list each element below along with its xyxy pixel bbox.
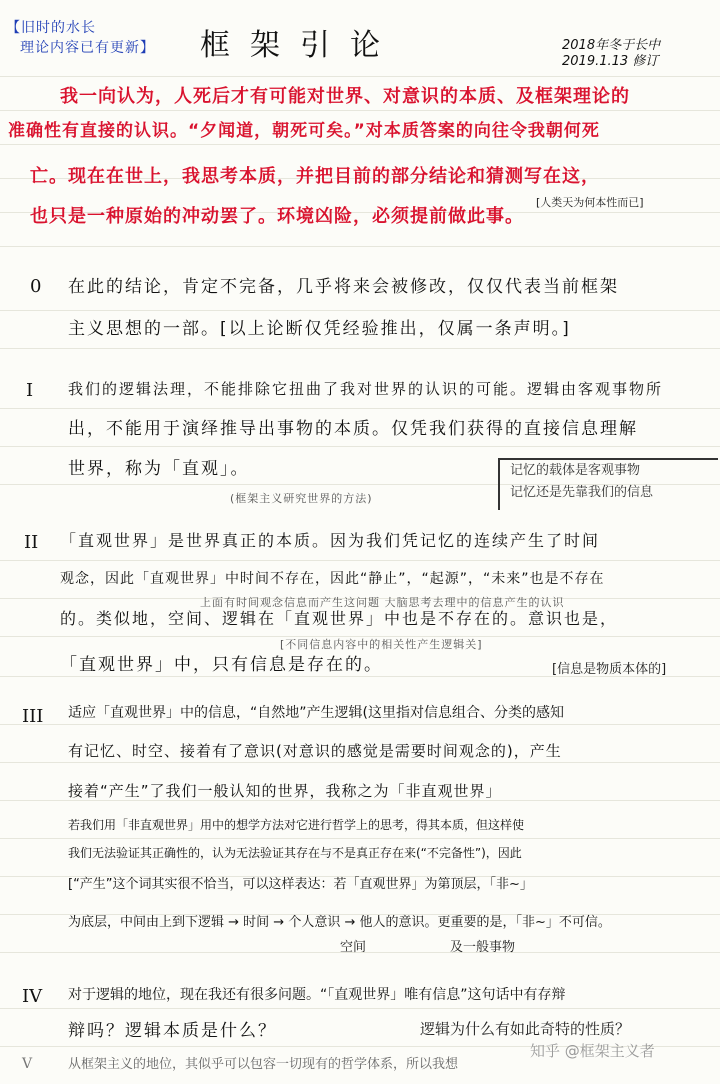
version-tag-line2: 理论内容已有更新】 (20, 40, 155, 56)
section-2-annotation: [信息是物质本体的] (552, 662, 667, 677)
version-tag (6, 18, 170, 58)
section-4-annotation: 逻辑为什么有如此奇特的性质？ (420, 1020, 631, 1038)
section-2-line4: 「直观世界」中，只有信息是存在的。 (60, 655, 383, 675)
memory-note-line2: 记忆还是先靠我们的信息 (510, 485, 654, 500)
section-0-line1: 在此的结论，肯定不完备，几乎将来会被修改，仅仅代表当前框架 (68, 277, 619, 297)
section-1-line1: 我们的逻辑法理，不能排除它扭曲了我对世界的认识的可能。逻辑由客观事物所 (68, 380, 664, 398)
memory-note-box (498, 458, 718, 510)
version-tag-line1: 【旧时的水长 (6, 20, 96, 36)
section-0-number: 0 (30, 276, 42, 297)
zhihu-watermark: 知乎 @框架主义者 (530, 1042, 655, 1060)
section-5-line1: 从框架主义的地位，其似乎可以包容一切现有的哲学体系，所以我想 (68, 1057, 459, 1072)
date-note (562, 38, 712, 70)
section-2-line3: 的。类似地，空间、逻辑在「直观世界」中也是不存在的。意识也是， (60, 609, 619, 628)
section-5-number: V (22, 1056, 33, 1072)
preface-line1: 我一向认为，人死后才有可能对世界、对意识的本质、及框架理论的 (60, 86, 630, 107)
preface-line3: 亡。现在在世上，我思考本质，并把目前的部分结论和猜测写在这， (30, 166, 600, 187)
page-title: 框架引论 (200, 28, 400, 63)
section-4-line1: 对于逻辑的地位，现在我还有很多问题。“「直观世界」唯有信息”这句话中有存辩 (68, 987, 566, 1003)
section-2-line1: 「直观世界」是世界真正的本质。因为我们凭记忆的连续产生了时间 (60, 531, 601, 550)
section-3-line5: 我们无法验证其正确性的，认为无法验证其存在与不是真正存在来(“不完备性”)，因此 (68, 846, 522, 860)
section-2-note1: 上面有时间观念信息而产生这问题 大脑思考去理中的信息产生的认识 (200, 596, 565, 609)
date-line2: 2019.1.13 修订 (562, 54, 659, 69)
section-3-line7: 为底层，中间由上到下逻辑 → 时间 → 个人意识 → 他人的意识。更重要的是，「非~」不可信。 (68, 915, 611, 930)
section-1-line2: 出，不能用于演绎推导出事物的本质。仅凭我们获得的直接信息理解 (68, 419, 638, 439)
section-3-line1: 适应「直观世界」中的信息，“自然地”产生逻辑(这里指对信息组合、分类的感知 (68, 705, 564, 721)
section-1-line3: 世界，称为「直观」。 (68, 459, 250, 479)
section-4-line2: 辩吗？逻辑本质是什么？ (68, 1021, 277, 1041)
section-3-under2: 及一般事物 (450, 940, 516, 955)
preface-line2: 准确性有直接的认识。“夕闻道，朝死可矣。”对本质答案的向往令我朝何死 (8, 121, 600, 141)
section-3-under1: 空间 (340, 940, 367, 955)
section-2-number: II (24, 532, 39, 553)
memory-note-line1: 记忆的载体是客观事物 (510, 463, 641, 478)
section-1-number: I (26, 380, 34, 401)
preface-line4: 也只是一种原始的冲动罢了。环境凶险，必须提前做此事。 (30, 206, 524, 227)
section-0-line2: 主义思想的一部。[以上论断仅凭经验推出，仅属一条声明。] (68, 319, 571, 339)
preface-side-note: [人类天为何本性而已] (536, 196, 644, 209)
section-3-line3: 接着“产生”了我们一般认知的世界，我称之为「非直观世界」 (68, 782, 502, 800)
section-3-number: III (22, 706, 44, 727)
date-line1: 2018年冬于长中 (562, 38, 661, 53)
section-2-note2: [不同信息内容中的相关性产生逻辑关] (280, 638, 483, 651)
section-4-number: IV (22, 986, 43, 1007)
section-3-line6: [“产生”这个词其实很不恰当，可以这样表达：若「直观世界」为第顶层，「非~」 (68, 877, 533, 892)
section-2-line2: 观念，因此「直观世界」中时间不存在，因此“静止”，“起源”，“未来”也是不存在 (60, 571, 605, 587)
section-3-line4: 若我们用「非直观世界」用中的想学方法对它进行哲学上的思考，得其本质，但这样使 (68, 818, 525, 832)
section-3-line2: 有记忆、时空、接着有了意识(对意识的感觉是需要时间观念的)，产生 (68, 742, 562, 760)
section-1-note: (框架主义研究世界的方法) (230, 492, 373, 505)
